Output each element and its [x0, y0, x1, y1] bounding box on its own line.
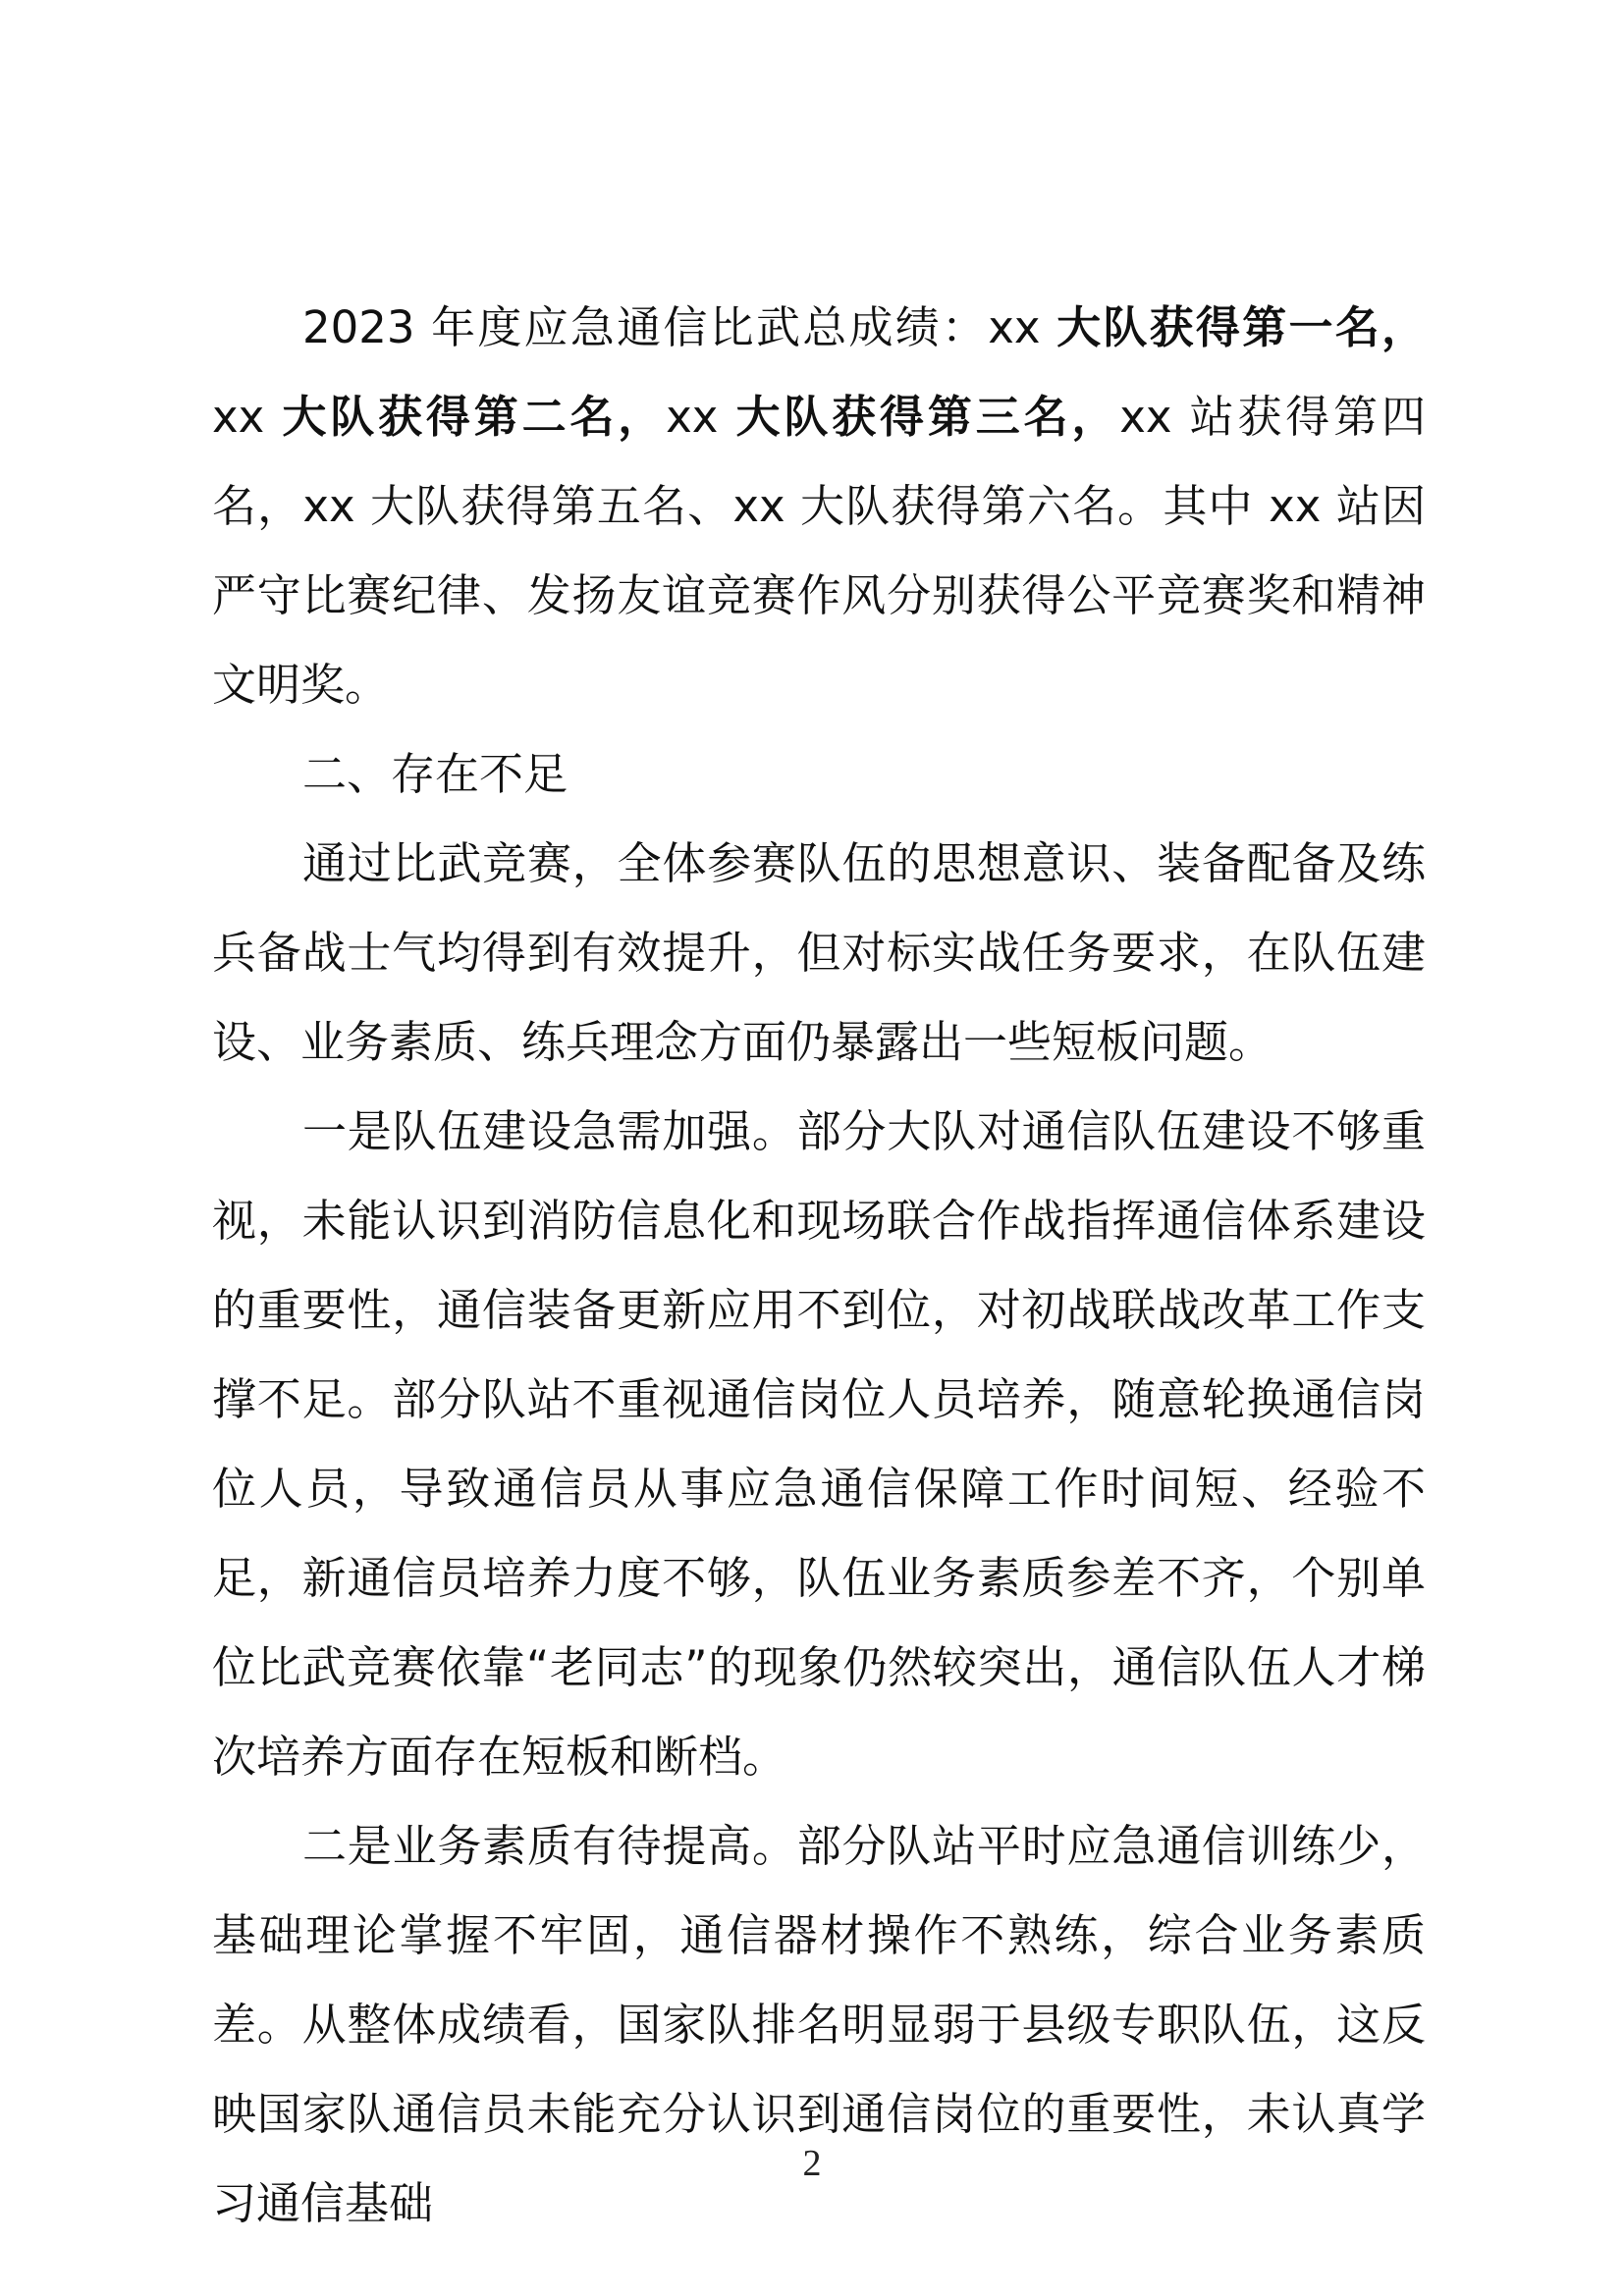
- results-text-3: xx: [212, 391, 283, 443]
- results-second-place: 大队获得第二名，: [282, 391, 667, 443]
- page-number: 2: [802, 2143, 822, 2184]
- paragraph-intro: 通过比武竞赛，全体参赛队伍的思想意识、装备配备及练兵备战士气均得到有效提升，但对标实战任务要求，在队伍建设、业务素质、练兵理念方面仍暴露出一些短板问题。: [212, 837, 1426, 1068]
- results-text-1: 2023 年度应急通信比武总成绩：xx: [302, 301, 1057, 353]
- heading-shortcomings: 二、存在不足: [302, 748, 568, 800]
- results-first-place: 大队获得第一名，: [1056, 301, 1426, 353]
- results-third-place: 大队获得第三名，: [735, 391, 1120, 443]
- paragraph-professional-quality: 二是业务素质有待提高。部分队站平时应急通信训练少，基础理论掌握不牢固，通信器材操作不熟练，综合业务素质差。从整体成绩看，国家队排名明显弱于县级专职队伍，这反映国家队通信员未能充分认识到通信岗位的重要性，未认真学习通信基础: [212, 1820, 1426, 2229]
- results-text-7: xx 站获得第四名，xx 大队获得第五名、xx 大队获得第六名。其中 xx 站因严守比赛纪律、发扬友谊竞赛作风分别获得公平竞赛奖和精神文明奖。: [212, 391, 1426, 711]
- results-text-5: xx: [666, 391, 736, 443]
- document-body: [212, 283, 1426, 2248]
- paragraph-competition-results: [212, 283, 1426, 729]
- paragraph-team-building: 一是队伍建设急需加强。部分大队对通信队伍建设不够重视，未能认识到消防信息化和现场联合作战指挥通信体系建设的重要性，通信装备更新应用不到位，对初战联战改革工作支撑不足。部分队站不重视通信岗位人员培养，随意轮换通信岗位人员，导致通信员从事应急通信保障工作时间短、经验不足，新通信员培养力度不够，队伍业务素质参差不齐，个别单位比武竞赛依靠“老同志”的现象仍然较突出，通信队伍人才梯次培养方面存在短板和断档。: [212, 1105, 1426, 1783]
